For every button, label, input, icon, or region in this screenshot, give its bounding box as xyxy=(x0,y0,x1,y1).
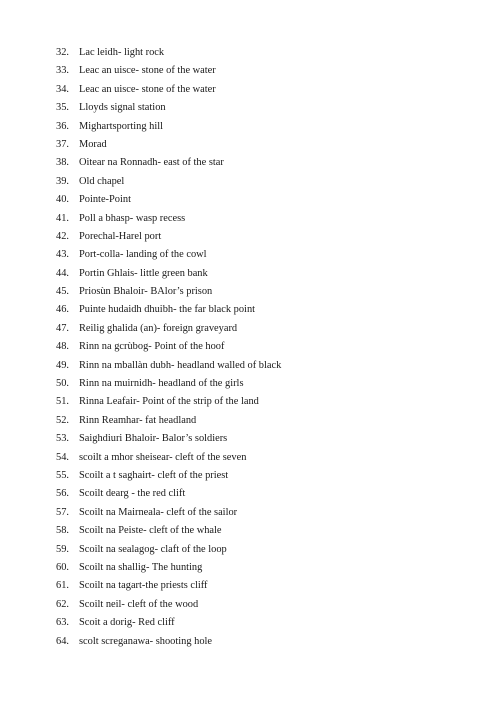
list-item-text: Scoilt na shallig- The hunting xyxy=(79,561,203,573)
list-item-number: 42. xyxy=(56,230,69,242)
list-item-number: 33. xyxy=(56,65,69,77)
list-item-number: 51. xyxy=(56,396,69,408)
list-item-number: 47. xyxy=(56,322,69,334)
list-item-text: Lloyds signal station xyxy=(79,102,166,114)
list-item-text: Mighartsporting hill xyxy=(79,120,163,132)
list-item-number: 62. xyxy=(56,598,69,610)
list-item-number: 43. xyxy=(56,249,69,261)
list-item-text: Scoilt na Peiste- cleft of the whale xyxy=(79,525,222,537)
list-item-text: Scoilt na tagart-the priests cliff xyxy=(79,580,208,592)
list-item-text: scoilt a mhor sheisear- cleft of the seven xyxy=(79,451,247,463)
list-item-number: 59. xyxy=(56,543,69,555)
list-item-text: Scoilt dearg - the red clift xyxy=(79,488,186,500)
list-item-number: 57. xyxy=(56,506,69,518)
list-item-number: 45. xyxy=(56,286,69,298)
list-item-text: Leac an uisce- stone of the water xyxy=(79,83,216,95)
list-item-number: 49. xyxy=(56,359,69,371)
list-item-number: 40. xyxy=(56,194,69,206)
list-item-text: Puinte hudaidh dhuibh- the far black point xyxy=(79,304,256,316)
list-item-text: Portin Ghlais- little green bank xyxy=(79,267,208,279)
list-item-text: Lac leidh- light rock xyxy=(79,47,165,58)
list-item-text: Rinn na gcrùbog- Point of the hoof xyxy=(79,341,225,353)
list-item-text: Pointe-Point xyxy=(79,194,131,206)
list-item-text: Rinna Leafair- Point of the strip of the land xyxy=(79,396,259,408)
list-item-number: 64. xyxy=(56,635,69,647)
list-item-number: 58. xyxy=(56,525,69,537)
list-item-number: 44. xyxy=(56,267,69,279)
list-item-text: Reilig ghalida (an)- foreign graveyard xyxy=(79,322,238,334)
list-item-number: 35. xyxy=(56,102,69,114)
list-item-number: 50. xyxy=(56,378,69,390)
list-item-text: Scoit a dorig- Red cliff xyxy=(79,617,175,629)
list-item-text: Oitear na Ronnadh- east of the star xyxy=(79,157,224,169)
list-item-number: 61. xyxy=(56,580,69,592)
list-item-text: Poll a bhasp- wasp recess xyxy=(79,212,186,224)
list-item-number: 60. xyxy=(56,561,69,573)
list-item-number: 37. xyxy=(56,138,69,150)
list-item-text: Rinn na mballàn dubh- headland walled of black xyxy=(79,359,282,371)
list-item-text: Saighdiuri Bhaloir- Balor’s soldiers xyxy=(79,433,228,445)
list-item-number: 46. xyxy=(56,304,69,316)
list-item-number: 56. xyxy=(56,488,69,500)
list-item-text: Porechal-Harel port xyxy=(79,230,162,242)
list-item-text: scolt screganawa- shooting hole xyxy=(79,635,213,647)
list-item-text: Scoilt a t saghairt- cleft of the priest xyxy=(79,469,229,481)
list-item-number: 48. xyxy=(56,341,69,353)
list-item-text: Port-colla- landing of the cowl xyxy=(79,249,207,261)
list-item-number: 52. xyxy=(56,414,69,426)
list-item-number: 32. xyxy=(56,47,69,58)
list-item-number: 41. xyxy=(56,212,69,224)
list-item-number: 39. xyxy=(56,175,69,187)
list-item-text: Leac an uisce- stone of the water xyxy=(79,65,216,77)
list-item-number: 55. xyxy=(56,469,69,481)
list-item-text: Old chapel xyxy=(79,175,125,187)
list-item-text: Scoilt na Mairneala- cleft of the sailor xyxy=(79,506,238,518)
list-item-number: 53. xyxy=(56,433,69,445)
list-item-text: Rinn na muirnidh- headland of the girls xyxy=(79,378,244,390)
list-item-text: Priosùn Bhaloir- BAlor’s prison xyxy=(79,286,213,298)
list-item-number: 36. xyxy=(56,120,69,132)
list-item-text: Morad xyxy=(79,138,107,150)
list-item-text: Rinn Reamhar- fat headland xyxy=(79,414,197,426)
list-item-number: 63. xyxy=(56,617,69,629)
list-item-text: Scoilt na sealagog- claft of the loop xyxy=(79,543,227,555)
list-item-number: 38. xyxy=(56,157,69,169)
list-item-number: 34. xyxy=(56,83,69,95)
list-item-number: 54. xyxy=(56,451,69,463)
list-item-text: Scoilt neil- cleft of the wood xyxy=(79,598,199,610)
